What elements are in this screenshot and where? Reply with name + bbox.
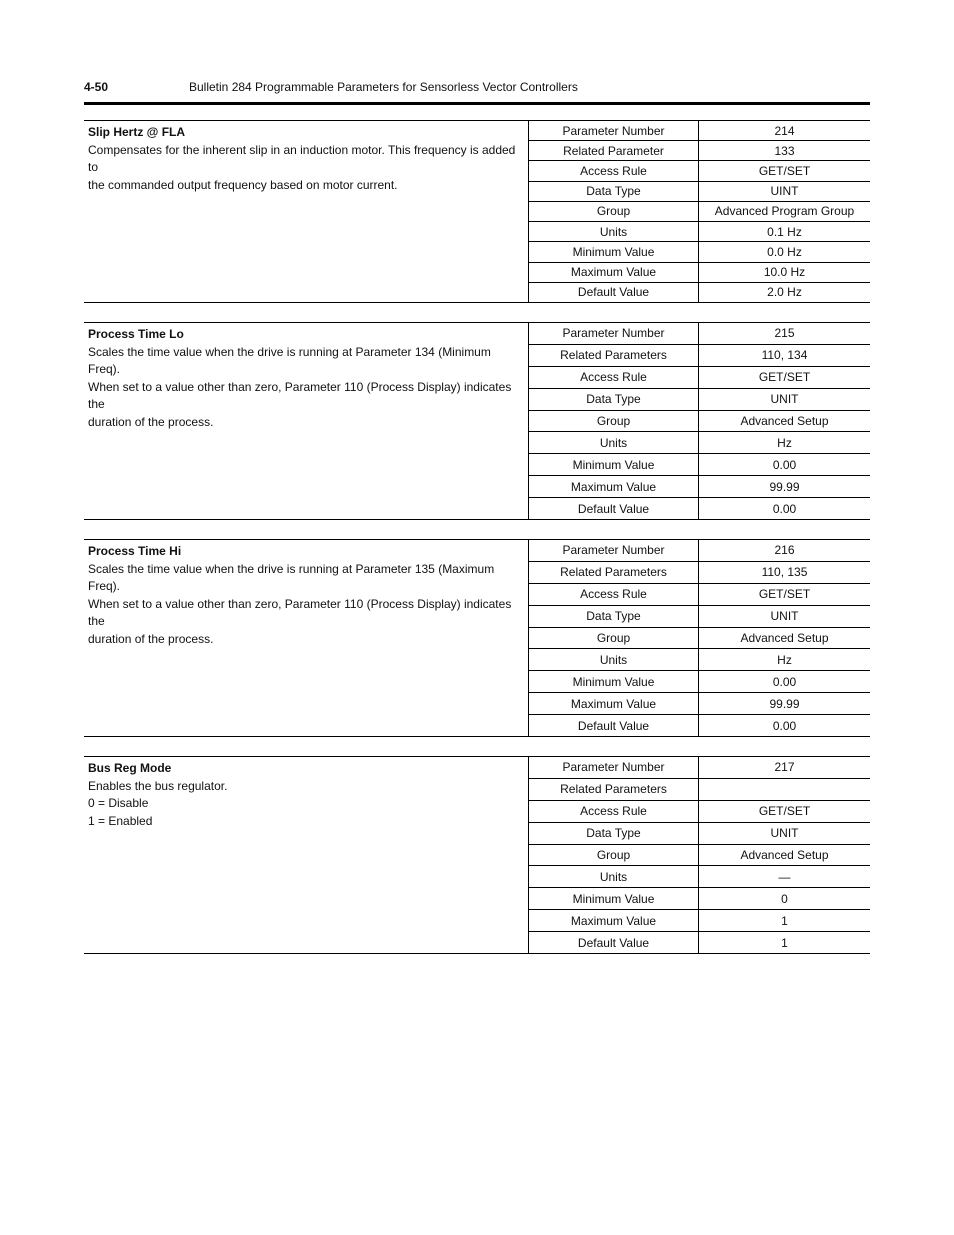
property-value: 133 — [774, 143, 795, 158]
table-row — [529, 932, 870, 953]
table-row — [529, 628, 870, 650]
property-key: Minimum Value — [529, 242, 699, 261]
property-value: 215 — [774, 326, 795, 341]
property-value: UNIT — [770, 392, 799, 407]
table-row — [529, 671, 870, 693]
property-key: Maximum Value — [529, 476, 699, 497]
table-row — [529, 345, 870, 367]
table-row — [529, 693, 870, 715]
table-row — [529, 367, 870, 389]
parameter-name: Process Time Hi — [88, 544, 182, 558]
property-key: Data Type — [529, 823, 699, 844]
description-line: Scales the time value when the drive is running at Parameter 134 (Minimum Freq). — [88, 344, 491, 376]
property-value: Advanced Setup — [740, 848, 829, 862]
description-line: When set to a value other than zero, Parameter 110 (Process Display) indicates the — [88, 596, 512, 628]
property-value: 1 — [781, 935, 788, 950]
property-value: 0.1 Hz — [767, 224, 802, 239]
parameter-description — [84, 121, 529, 302]
property-key: Access Rule — [529, 161, 699, 180]
property-value: 0.00 — [772, 501, 797, 516]
description-line: duration of the process. — [88, 631, 214, 646]
property-value: GET/SET — [758, 370, 811, 385]
parameter-block-process-time-lo — [84, 322, 870, 520]
property-value: Advanced Program Group — [714, 204, 855, 219]
property-key: Parameter Number — [529, 540, 699, 561]
table-row — [529, 141, 870, 161]
properties-table — [529, 323, 870, 519]
table-row — [529, 202, 870, 222]
table-row — [529, 779, 870, 801]
property-key: Units — [529, 866, 699, 887]
parameter-name: Process Time Lo — [88, 327, 184, 341]
property-key: Maximum Value — [529, 263, 699, 282]
header-rule — [84, 102, 870, 105]
property-value: 217 — [774, 760, 795, 775]
property-value: GET/SET — [758, 164, 811, 179]
table-row — [529, 283, 870, 302]
property-value: UNIT — [770, 609, 799, 624]
description-line: Compensates for the inherent slip in an induction motor. This frequency is added to — [88, 142, 516, 174]
table-row — [529, 845, 870, 867]
property-key: Minimum Value — [529, 454, 699, 475]
property-key: Access Rule — [529, 584, 699, 605]
parameter-description — [84, 757, 529, 953]
page-number: 4-50 — [84, 80, 109, 94]
property-value: 0.00 — [772, 674, 797, 689]
property-key: Group — [529, 845, 699, 866]
table-row — [529, 389, 870, 411]
table-row — [529, 910, 870, 932]
property-value: 110, 135 — [761, 565, 808, 580]
property-key: Related Parameters — [529, 562, 699, 583]
property-key: Default Value — [529, 715, 699, 736]
parameter-description — [84, 323, 529, 519]
table-row — [529, 161, 870, 181]
description-line: When set to a value other than zero, Parameter 110 (Process Display) indicates the — [88, 379, 512, 411]
property-key: Access Rule — [529, 367, 699, 388]
property-key: Units — [529, 649, 699, 670]
property-value: Hz — [777, 652, 792, 667]
property-key: Maximum Value — [529, 910, 699, 931]
table-row — [529, 649, 870, 671]
property-key: Related Parameters — [529, 779, 699, 800]
table-row — [529, 888, 870, 910]
properties-table — [529, 121, 870, 302]
table-row — [529, 411, 870, 433]
table-row — [529, 823, 870, 845]
property-value: UNIT — [770, 826, 799, 841]
property-key: Units — [529, 222, 699, 241]
table-row — [529, 121, 870, 141]
property-value: Advanced Setup — [740, 414, 829, 428]
description-line: 1 = Enabled — [88, 813, 153, 828]
property-value: 99.99 — [769, 696, 800, 711]
property-key: Maximum Value — [529, 693, 699, 714]
table-row — [529, 222, 870, 242]
table-row — [529, 562, 870, 584]
property-key: Access Rule — [529, 801, 699, 822]
property-value: 216 — [774, 543, 795, 558]
property-key: Related Parameter — [529, 141, 699, 160]
property-value: UINT — [770, 184, 799, 199]
property-value: 214 — [774, 123, 795, 138]
table-row — [529, 242, 870, 262]
property-key: Group — [529, 628, 699, 649]
property-key: Parameter Number — [529, 121, 699, 140]
property-key: Parameter Number — [529, 323, 699, 344]
property-value: — — [778, 869, 791, 884]
parameter-block-bus-reg-mode — [84, 756, 870, 954]
description-line: 0 = Disable — [88, 796, 149, 810]
table-row — [529, 498, 870, 519]
table-row — [529, 757, 870, 779]
parameter-name: Slip Hertz @ FLA — [88, 125, 186, 139]
property-value: Hz — [777, 435, 792, 450]
property-key: Data Type — [529, 389, 699, 410]
property-key: Parameter Number — [529, 757, 699, 778]
property-key: Minimum Value — [529, 888, 699, 909]
running-title: Bulletin 284 Programmable Parameters for Sensorless Vector Controllers — [189, 80, 578, 94]
property-value: Advanced Setup — [740, 631, 829, 645]
property-key: Data Type — [529, 606, 699, 627]
parameter-name: Bus Reg Mode — [88, 761, 172, 775]
table-row — [529, 715, 870, 736]
property-key: Data Type — [529, 182, 699, 201]
parameter-description — [84, 540, 529, 736]
properties-table — [529, 540, 870, 736]
property-value: 0.00 — [772, 457, 797, 472]
table-row — [529, 454, 870, 476]
parameter-block-slip-hertz — [84, 120, 870, 303]
table-row — [529, 606, 870, 628]
property-key: Minimum Value — [529, 671, 699, 692]
property-key: Default Value — [529, 498, 699, 519]
table-row — [529, 263, 870, 283]
table-row — [529, 182, 870, 202]
table-row — [529, 432, 870, 454]
table-row — [529, 801, 870, 823]
property-value: 0.00 — [772, 718, 797, 733]
property-key: Default Value — [529, 283, 699, 302]
description-line: the commanded output frequency based on motor current. — [88, 177, 398, 192]
property-value: GET/SET — [758, 587, 811, 602]
property-key: Group — [529, 202, 699, 221]
table-row — [529, 584, 870, 606]
description-line: Enables the bus regulator. — [88, 778, 228, 793]
properties-table — [529, 757, 870, 953]
property-key: Default Value — [529, 932, 699, 953]
property-value: 0 — [781, 891, 788, 906]
property-value: 10.0 Hz — [763, 265, 806, 280]
property-key: Group — [529, 411, 699, 432]
table-row — [529, 540, 870, 562]
description-line: duration of the process. — [88, 414, 214, 429]
property-key: Units — [529, 432, 699, 453]
property-value: 0.0 Hz — [767, 244, 802, 259]
property-value: 1 — [781, 913, 788, 928]
table-row — [529, 476, 870, 498]
property-value: 110, 134 — [761, 348, 808, 363]
table-row — [529, 866, 870, 888]
property-key: Related Parameters — [529, 345, 699, 366]
property-value: GET/SET — [758, 804, 811, 819]
table-row — [529, 323, 870, 345]
description-line: Scales the time value when the drive is running at Parameter 135 (Maximum Freq). — [88, 561, 495, 593]
parameter-block-process-time-hi — [84, 539, 870, 737]
property-value — [699, 779, 870, 800]
property-value: 2.0 Hz — [767, 285, 802, 300]
property-value: 99.99 — [769, 479, 800, 494]
